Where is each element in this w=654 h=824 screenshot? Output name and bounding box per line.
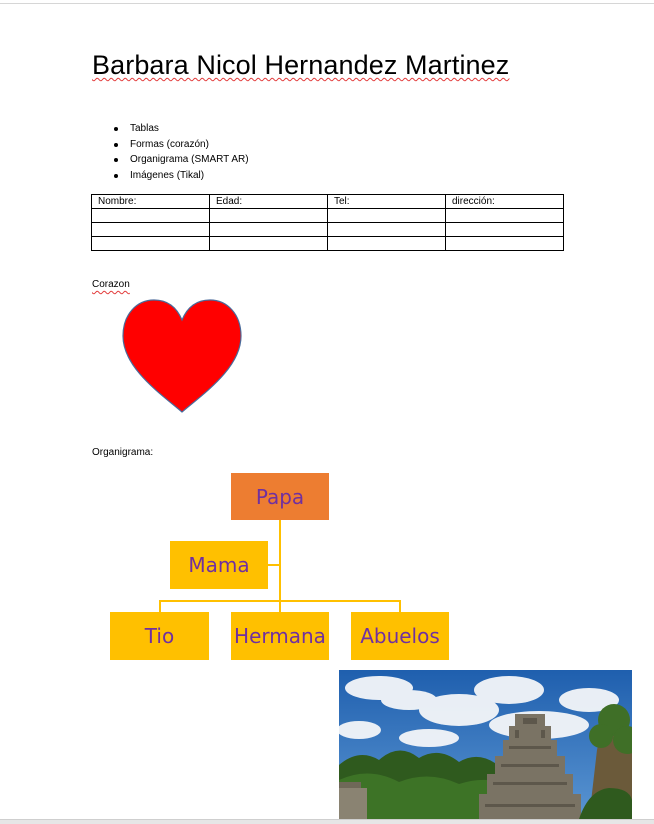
table-header-row — [92, 195, 564, 209]
page-top-edge — [0, 3, 654, 4]
table-row — [92, 209, 564, 223]
bullet-item: Imágenes (Tikal) — [112, 168, 249, 184]
connector-line — [399, 600, 401, 612]
table-cell[interactable] — [210, 209, 328, 223]
table-cell[interactable] — [446, 209, 564, 223]
table-cell[interactable] — [328, 223, 446, 237]
org-node-child[interactable]: Abuelos — [351, 612, 449, 660]
table-cell[interactable] — [446, 237, 564, 251]
tikal-image[interactable] — [339, 670, 632, 819]
table-row — [92, 237, 564, 251]
table-header-cell[interactable]: Edad: — [210, 195, 328, 209]
table-cell[interactable] — [92, 237, 210, 251]
table-header-cell[interactable]: Tel: — [328, 195, 446, 209]
heart-path[interactable] — [123, 300, 241, 412]
table-row — [92, 223, 564, 237]
org-node-assistant[interactable]: Mama — [170, 541, 268, 589]
heart-shape[interactable] — [121, 298, 243, 414]
org-label: Organigrama: — [92, 447, 154, 458]
table-cell[interactable] — [92, 223, 210, 237]
org-node-root[interactable]: Papa — [231, 473, 329, 520]
info-table — [91, 194, 564, 251]
document-title — [92, 50, 509, 81]
connector-line — [159, 600, 161, 612]
table-cell[interactable] — [210, 237, 328, 251]
page-bottom-edge — [0, 819, 654, 824]
title-text: Barbara Nicol Hernandez Martinez — [92, 50, 510, 80]
connector-line — [268, 564, 280, 566]
table-cell[interactable] — [446, 223, 564, 237]
connector-line — [159, 600, 400, 602]
table-header-cell[interactable]: dirección: — [446, 195, 564, 209]
heart-label: Corazon — [92, 279, 130, 290]
table-cell[interactable] — [92, 209, 210, 223]
bullet-item: Organigrama (SMART AR) — [112, 152, 249, 168]
org-node-child[interactable]: Tio — [110, 612, 209, 660]
bullet-item: Tablas — [112, 121, 249, 137]
connector-line — [279, 520, 281, 612]
bullet-item: Formas (corazón) — [112, 137, 249, 153]
table-header-cell[interactable]: Nombre: — [92, 195, 210, 209]
table-cell[interactable] — [328, 237, 446, 251]
table-cell[interactable] — [210, 223, 328, 237]
org-node-child[interactable]: Hermana — [231, 612, 329, 660]
org-chart — [100, 470, 460, 670]
bullet-list — [112, 121, 249, 183]
table-cell[interactable] — [328, 209, 446, 223]
